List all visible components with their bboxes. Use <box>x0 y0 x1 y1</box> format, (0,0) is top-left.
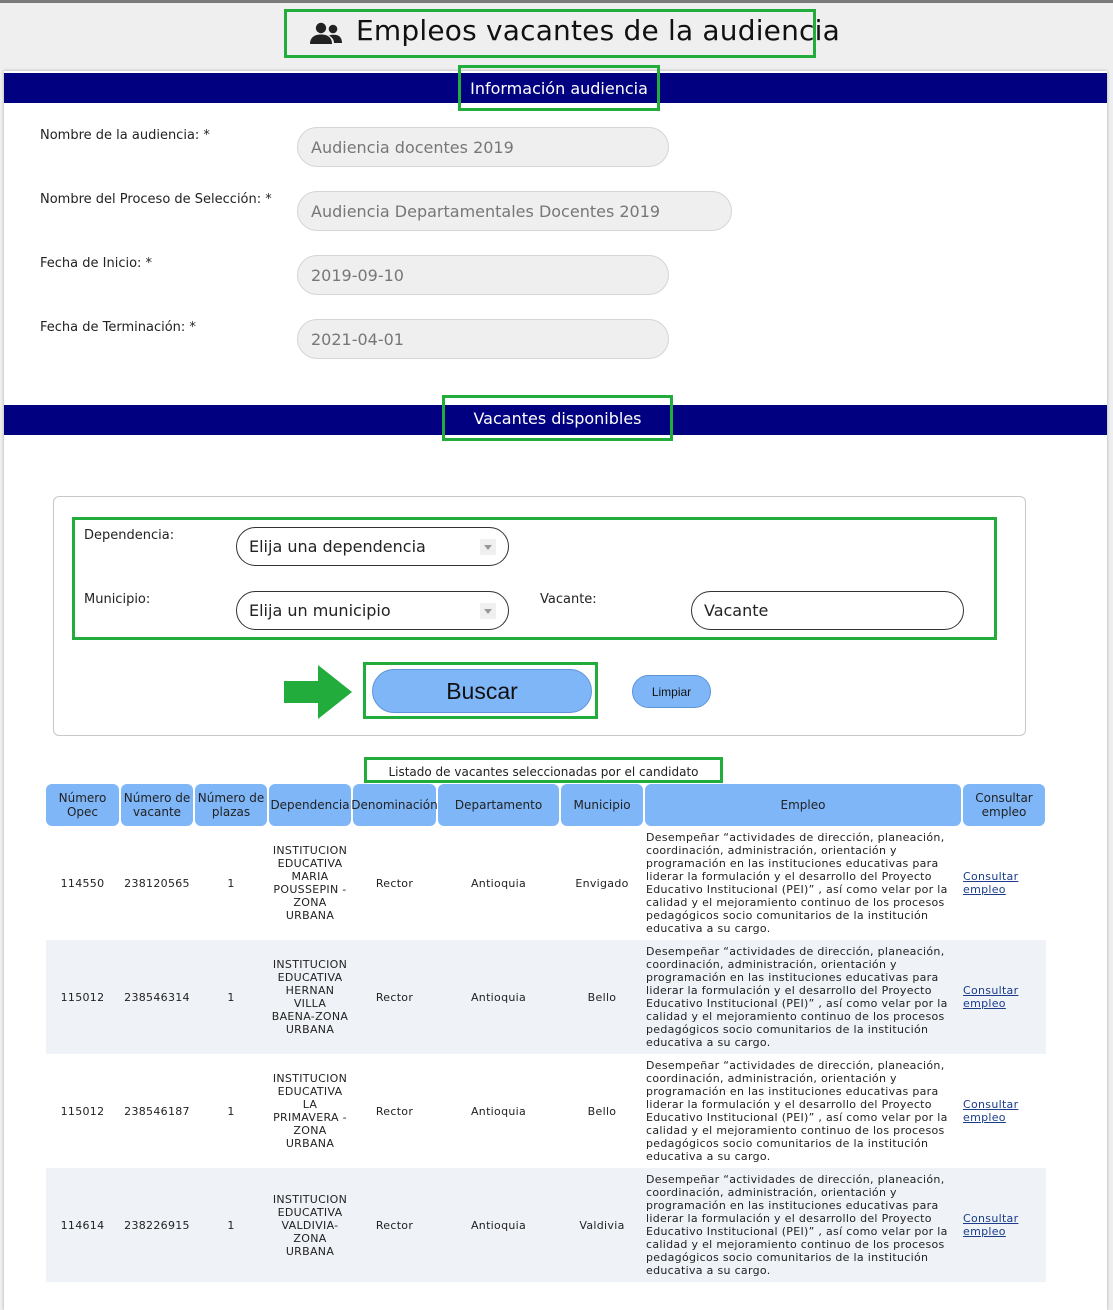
proceso-label: Nombre del Proceso de Selección: * <box>40 192 272 207</box>
list-caption <box>364 757 723 783</box>
cell-vacante: 238546187 <box>124 1104 190 1118</box>
cell-dependencia: INSTITUCION EDUCATIVA VALDIVIA-ZONA URBANA <box>272 1192 348 1258</box>
green-arrow-icon <box>284 665 354 721</box>
dependencia-select-value: Elija una dependencia <box>249 537 426 556</box>
info-section-title-text: Información audiencia <box>470 78 648 98</box>
list-caption-text: Listado de vacantes seleccionadas por el candidato <box>388 765 699 779</box>
consultar-empleo-link[interactable]: Consultar empleo <box>963 1212 1019 1238</box>
cell-vacante: 238226915 <box>124 1218 190 1232</box>
col-header-municipio: Municipio <box>561 784 643 826</box>
vacante-input-placeholder: Vacante <box>704 601 769 620</box>
table-header <box>46 784 1046 826</box>
cell-municipio: Bello <box>587 1104 617 1118</box>
col-header-plazas: Número de plazas <box>195 784 267 826</box>
page-title: Empleos vacantes de la audiencia <box>356 14 840 47</box>
cell-dependencia: INSTITUCION EDUCATIVA LA PRIMAVERA - ZONA URBANA <box>272 1072 348 1150</box>
limpiar-button[interactable]: Limpiar <box>632 675 711 708</box>
cell-dependencia: INSTITUCION EDUCATIVA HERNAN VILLA BAENA-ZONA URBANA <box>271 958 349 1036</box>
vacantes-table <box>46 784 1046 1282</box>
buscar-button[interactable]: Buscar <box>372 669 592 713</box>
cell-departamento: Antioquia <box>470 876 527 890</box>
vacante-label: Vacante: <box>540 592 597 607</box>
fecha-terminacion-label: Fecha de Terminación: * <box>40 320 196 335</box>
cell-empleo: Desempeñar “actividades de dirección, planeación, coordinación, administración, orientación y programación en las instituciones educativas para liderar la formulación y el desarrollo del Proyecto Educativo Institucional (PEI)” , así como velar por la calidad y el mejoramiento continuo de los procesos pedagógicos socio comunitarios de la institución educativa a su cargo. <box>646 1173 948 1277</box>
cell-consultar <box>963 826 1045 940</box>
cell-opec: 115012 <box>60 990 105 1004</box>
cell-denominacion: Rector <box>375 990 414 1004</box>
col-header-vacante: Número de vacante <box>121 784 193 826</box>
municipio-select[interactable] <box>236 591 509 630</box>
cell-denominacion: Rector <box>375 1104 414 1118</box>
municipio-select-value: Elija un municipio <box>249 601 391 620</box>
cell-consultar <box>963 1054 1045 1168</box>
cell-consultar <box>963 940 1045 1054</box>
cell-plazas: 1 <box>227 1218 235 1232</box>
consultar-empleo-link[interactable]: Consultar empleo <box>963 870 1019 896</box>
cell-denominacion: Rector <box>375 876 414 890</box>
chevron-down-icon <box>480 539 496 555</box>
consultar-empleo-link[interactable]: Consultar empleo <box>963 984 1019 1010</box>
col-header-departamento: Departamento <box>438 784 559 826</box>
cell-municipio: Bello <box>587 990 617 1004</box>
table-row <box>46 940 1046 1054</box>
info-section-title <box>458 65 660 111</box>
vacante-input[interactable] <box>691 591 964 630</box>
cell-vacante: 238546314 <box>124 990 190 1004</box>
cell-empleo: Desempeñar “actividades de dirección, planeación, coordinación, administración, orientación y programación en las instituciones educativas para liderar la formulación y el desarrollo del Proyecto Educativo Institucional (PEI)” , así como velar por la calidad y el mejoramiento continuo de los procesos pedagógicos socio comunitarios de la institución educativa a su cargo. <box>646 831 948 935</box>
cell-departamento: Antioquia <box>470 990 527 1004</box>
audiencia-name-label: Nombre de la audiencia: * <box>40 128 210 143</box>
col-header-dependencia: Dependencia <box>269 784 351 826</box>
cell-vacante: 238120565 <box>124 876 190 890</box>
proceso-field[interactable]: Audiencia Departamentales Docentes 2019 <box>297 191 732 231</box>
cell-denominacion: Rector <box>375 1218 414 1232</box>
audiencia-name-field[interactable]: Audiencia docentes 2019 <box>297 127 669 167</box>
filter-fields-group <box>72 517 997 640</box>
fecha-inicio-label: Fecha de Inicio: * <box>40 256 153 271</box>
chevron-down-icon <box>480 603 496 619</box>
col-header-opec: Número Opec <box>46 784 119 826</box>
table-row <box>46 826 1046 940</box>
consultar-empleo-link[interactable]: Consultar empleo <box>963 1098 1019 1124</box>
cell-empleo: Desempeñar “actividades de dirección, planeación, coordinación, administración, orientación y programación en las instituciones educativas para liderar la formulación y el desarrollo del Proyecto Educativo Institucional (PEI)” , así como velar por la calidad y el mejoramiento continuo de los procesos pedagógicos socio comunitarios de la institución educativa a su cargo. <box>646 1059 948 1163</box>
cell-opec: 114550 <box>60 876 105 890</box>
dependencia-select[interactable] <box>236 527 509 566</box>
col-header-empleo: Empleo <box>645 784 961 826</box>
cell-empleo: Desempeñar “actividades de dirección, planeación, coordinación, administración, orientación y programación en las instituciones educativas para liderar la formulación y el desarrollo del Proyecto Educativo Institucional (PEI)” , así como velar por la calidad y el mejoramiento continuo de los procesos pedagógicos socio comunitarios de la institución educativa a su cargo. <box>646 945 948 1049</box>
cell-opec: 115012 <box>60 1104 105 1118</box>
users-icon <box>309 21 343 47</box>
col-header-denominacion: Denominación <box>353 784 436 826</box>
filter-panel <box>53 496 1026 736</box>
cell-plazas: 1 <box>227 990 235 1004</box>
table-row <box>46 1054 1046 1168</box>
municipio-label: Municipio: <box>84 592 151 607</box>
dependencia-label: Dependencia: <box>84 528 175 543</box>
main-panel <box>4 71 1107 1310</box>
table-row <box>46 1168 1046 1282</box>
cell-plazas: 1 <box>227 876 235 890</box>
cell-consultar <box>963 1168 1045 1282</box>
fecha-inicio-field[interactable]: 2019-09-10 <box>297 255 669 295</box>
top-border <box>0 0 1113 3</box>
cell-municipio: Valdivia <box>579 1218 625 1232</box>
cell-plazas: 1 <box>227 1104 235 1118</box>
page-header <box>284 9 840 58</box>
cell-municipio: Envigado <box>575 876 629 890</box>
col-header-consultar: Consultar empleo <box>963 784 1045 826</box>
cell-opec: 114614 <box>60 1218 105 1232</box>
vacantes-section-title <box>442 395 673 441</box>
vacantes-section-title-text: Vacantes disponibles <box>473 408 642 428</box>
buscar-highlight <box>363 662 598 719</box>
fecha-terminacion-field[interactable]: 2021-04-01 <box>297 319 669 359</box>
cell-dependencia: INSTITUCION EDUCATIVA MARIA POUSSEPIN - ZONA URBANA <box>272 844 348 922</box>
cell-departamento: Antioquia <box>470 1218 527 1232</box>
cell-departamento: Antioquia <box>470 1104 527 1118</box>
